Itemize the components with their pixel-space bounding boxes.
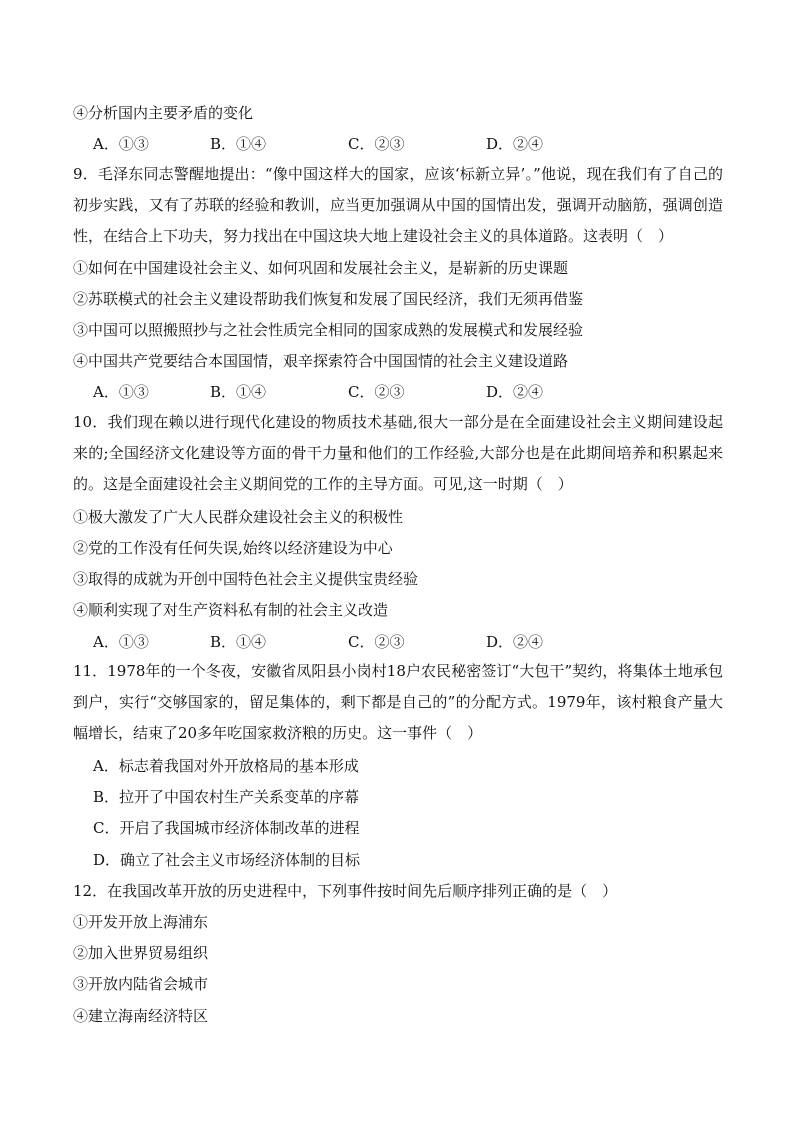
q9-item-1: ①如何在中国建设社会主义、如何巩固和发展社会主义，是崭新的历史课题 [73,259,569,277]
q9-item-2: ②苏联模式的社会主义建设帮助我们恢复和发展了国民经济，我们无须再借鉴 [73,290,584,308]
q11-stem: 11．1978年的一个冬夜，安徽省凤阳县小岗村18户农民秘密签订“大包干”契约，将集体土地承包到户，实行“交够国家的，留足集体的，剩下都是自己的”的分配方式。1979年，该村粮食产量大幅增长，结束了20多年吃国家救济粮的历史。这一事件（ ） [73,662,723,742]
q12-item-2: ②加入世界贸易组织 [73,944,209,962]
q11-option-c[interactable]: C．开启了我国城市经济体制改革的进程 [93,819,360,837]
q8-option-c[interactable]: C．②③ [348,135,405,153]
q9-option-b[interactable]: B．①④ [210,383,267,401]
q12-item-3: ③开放内陆省会城市 [73,975,209,993]
q10-item-3: ③取得的成就为开创中国特色社会主义提供宝贵经验 [73,570,419,588]
q8-option-d[interactable]: D．②④ [486,135,544,153]
q9-item-3: ③中国可以照搬照抄与之社会性质完全相同的国家成熟的发展模式和发展经验 [73,321,584,339]
q10-item-2: ②党的工作没有任何失误,始终以经济建设为中心 [73,539,393,557]
q11-option-d[interactable]: D．确立了社会主义市场经济体制的目标 [93,851,361,869]
q12-item-1: ①开发开放上海浦东 [73,913,209,931]
q10-stem: 10．我们现在赖以进行现代化建设的物质技术基础,很大一部分是在全面建设社会主义期间建设起来的;全国经济文化建设等方面的骨干力量和他们的工作经验,大部分也是在此期间培养和积累起来的。这是全面建设社会主义期间党的工作的主导方面。可见,这一时期（ ） [73,413,723,493]
q9-option-d[interactable]: D．②④ [486,383,544,401]
q9-stem: 9．毛泽东同志警醒地提出：“像中国这样大的国家，应该‘标新立异’。”他说，现在我们有了自己的初步实践，又有了苏联的经验和教训，应当更加强调从中国的国情出发，强调开动脑筋，强调创造性，在结合上下功夫，努力找出在中国这块大地上建设社会主义的具体道路。这表明（ ） [73,165,723,245]
q9-item-4: ④中国共产党要结合本国国情，艰辛探索符合中国国情的社会主义建设道路 [73,352,569,370]
q10-option-a[interactable]: A．①③ [93,633,149,651]
q10-item-1: ①极大激发了广大人民群众建设社会主义的积极性 [73,508,404,526]
q8-option-b[interactable]: B．①④ [210,135,267,153]
q9-option-c[interactable]: C．②③ [348,383,405,401]
q9-option-a[interactable]: A．①③ [93,383,149,401]
q8-item-4: ④分析国内主要矛盾的变化 [73,104,254,122]
q10-option-d[interactable]: D．②④ [486,633,544,651]
q11-option-a[interactable]: A．标志着我国对外开放格局的基本形成 [93,757,359,775]
q12-item-4: ④建立海南经济特区 [73,1007,209,1025]
q8-option-a[interactable]: A．①③ [93,135,149,153]
q11-option-b[interactable]: B．拉开了中国农村生产关系变革的序幕 [93,788,360,806]
q10-item-4: ④顺利实现了对生产资料私有制的社会主义改造 [73,601,389,619]
q10-option-b[interactable]: B．①④ [210,633,267,651]
q10-option-c[interactable]: C．②③ [348,633,405,651]
q12-stem: 12．在我国改革开放的历史进程中，下列事件按时间先后顺序排列正确的是（ ） [73,882,618,900]
